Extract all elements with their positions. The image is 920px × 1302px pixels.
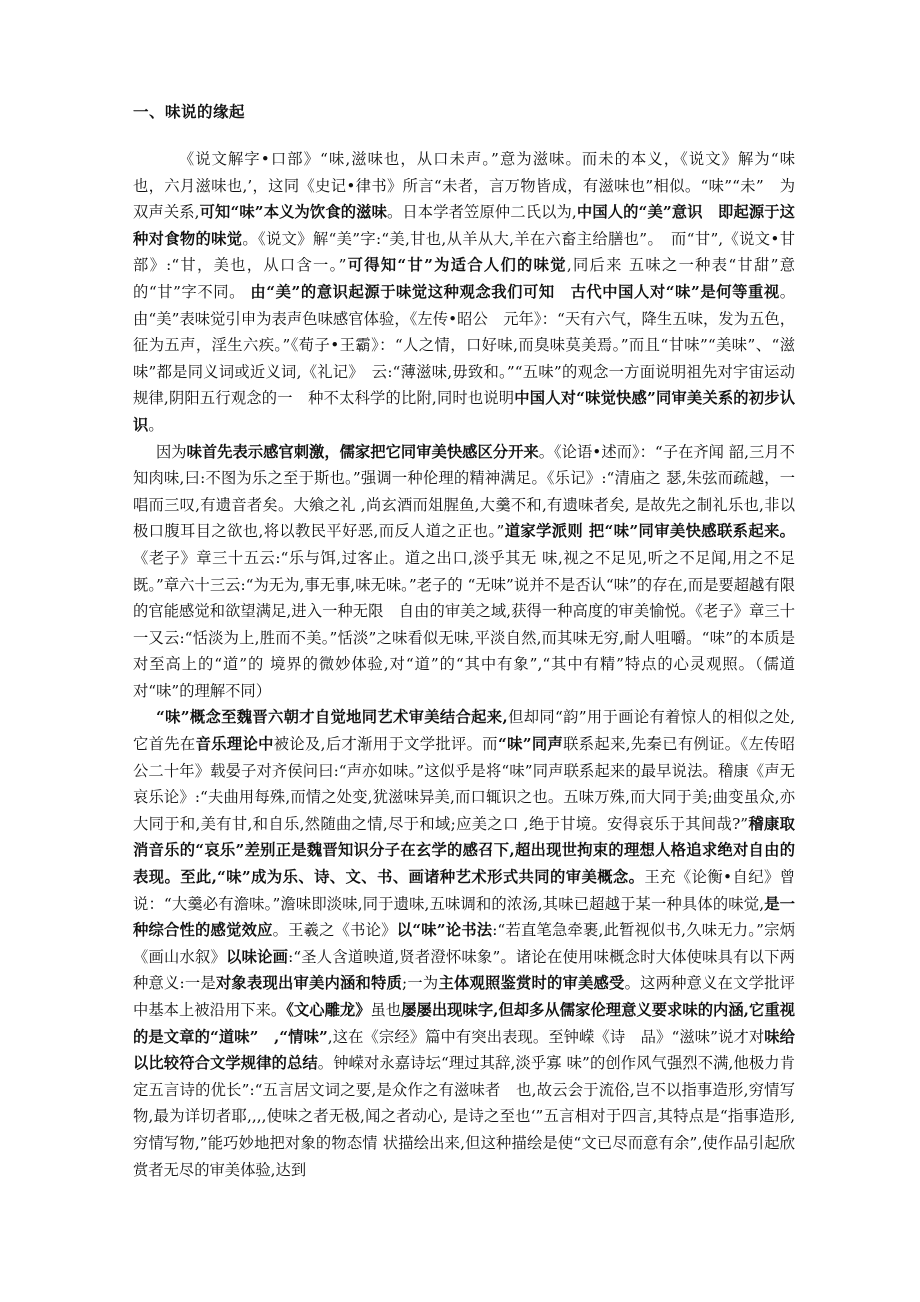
text-run: 因为: [155, 442, 187, 461]
text-run: 被论及,后才渐用于文学批评。而: [273, 735, 498, 754]
text-run: 。日本学者笠原仲二氏以为,: [386, 203, 577, 222]
text-run: 但却同“韵”用于画论有着惊人的相似之处,它首先在: [133, 708, 795, 754]
text-run: 。钟嵘对永嘉诗坛“理过其辞,淡乎寡 味”的创作风气强烈不满,他极力肯定五言诗的优长”:“五言居文词之要,是众作之有滋味者 也,故云会于流俗,岂不以指事造形,穷情写物,最为详切者耶,,,,使味之者无极,闻之者动心, 是诗之至也‘”五言相对于四言,其特点是“指事造形,穷情写物,”能巧妙地把对象的物态情 状描绘出来,但这种描绘是使“文已尽而意有余”,使作品引起欣赏者无尽的审美体验,达到: [133, 1054, 795, 1179]
text-run: 《说文解字•口部》“味,滋味也，从口未声。”意为滋味。而未的本义，《说文》解为“味 也，六月滋味也,’，这同《史记•律书》所言“未者，言万物皆成，有滋味也”相似。“味”“未” 为双声关系,: [133, 150, 826, 222]
section-heading: 一、味说的缘起: [133, 102, 246, 121]
emphasis-text: 道家学派则 把“味”同审美快感联系起来。: [504, 522, 795, 541]
emphasis-text: 《文心雕龙》: [286, 1001, 371, 1019]
text-run: 。: [148, 415, 164, 434]
text-run: 。这两种意义在文学批评中基本上被沿用下来。: [133, 974, 795, 1019]
text-run: 。《论语•述而》：“子在齐闻 韶,三月不知肉味,曰:不图为乐之至于斯也。”强调一种伦理的精神满足。《乐记》:“清庙之 瑟,朱弦而疏越，一唱而三叹,有遗音者矣。大飨之礼 ,尚玄酒而俎腥鱼,大羹不和,有遗味者矣, 是故先之制礼乐也,非以极口腹耳目之欲也,将以教民平好恶,而反人道之正也。”: [133, 442, 795, 541]
document-body: [133, 146, 826, 1183]
text-run: 虽也: [370, 1001, 402, 1019]
emphasis-text: 可得知“甘”为适合人们的味觉: [346, 256, 567, 275]
text-run: :“圣人含道映道,贤者澄怀味象”。诸论在使用味概念时大体使味具有以下两种意义:一是: [133, 947, 795, 993]
text-run: 。王羲之《书论》: [272, 921, 397, 940]
emphasis-text: 以“味”论书法: [396, 921, 493, 940]
emphasis-text: 味给以比较符合文学规律的总结: [133, 1027, 795, 1073]
paragraph-2: [133, 439, 795, 705]
emphasis-text: 味首先表示感官刺激，儒家把它同审美快感区分开来: [186, 442, 539, 461]
emphasis-text: 可知“味”本义为饮食的滋味: [199, 203, 387, 222]
text-run: 。由“美”表味觉引申为表声色味感官体验，《左传•昭公 元年》：“天有六气，降生五味，发为五色，征为五声，淫生六疾。”《荀子•王霸》：“人之情，口好味,而臭味莫美焉。”而且“甘味”“美味”、“滋味”都是同义词或近义词,《礼记》 云:“薄滋味,毋致和。”“五味”的观念一方面说明祖先对宇宙运动规律,阴阳五行观念的一 种不太科学的比附,同时也说明: [133, 282, 795, 408]
text-run: ;一为: [402, 974, 439, 993]
paragraph-3: [133, 704, 795, 1183]
emphasis-text: 是一种综合性的感觉效应: [133, 894, 795, 940]
paragraph-1: [133, 146, 826, 439]
text-run: 。《说文》解“美”字:“美,甘也,从羊从大,羊在六畜主给膳也”。 而“甘”,《说文•甘部》:“甘，美也，从口含一。”: [133, 229, 795, 275]
text-run: ,同后来 五味之一种表“甘甜”意的“甘”字不同。: [133, 256, 795, 301]
emphasis-text: 中国人对“味觉快感”同审美关系的初步认识: [133, 389, 795, 434]
emphasis-text: “味”概念至魏晋六朝才自觉地同艺术审美结合起来,: [155, 708, 508, 727]
emphasis-text: 屡屡出现味字,但却多从儒家伦理意义要求味的内涵,它重视的是文章的“道味” ,“情味”: [133, 1001, 795, 1046]
emphasis-text: 中国人的“美”意识 即起源于这种对食物的味觉: [133, 203, 795, 248]
text-run: 《老子》章三十五云:“乐与饵,过客止。道之出口,淡乎其无 味,视之不足见,听之不足闻,用之不足既。”章六十三云:“为无为,事无事,味无味。”老子的 “无味”说并不是否认“味”的存在,而是要超越有限的官能感觉和欲望满足,进入一种无限 自由的审美之域,获得一种高度的审美愉悦。《老子》章三十一又云:“恬淡为上,胜而不美。”恬淡”之味看似无味,平淡自然,而其味无穷,耐人咀嚼。“味”的本质是对至高上的“道”的 境界的微妙体验,对“道”的“其中有象”,“其中有精”特点的心灵观照。（儒道对“味”的理解不同）: [133, 548, 795, 700]
text-run: ,这在《宗经》篇中有突出表现。至钟嵘《诗 品》“滋味”说才对: [327, 1027, 765, 1046]
emphasis-text: 由“美”的意识起源于味觉这种观念我们可知 古代中国人对“味”是何等重视: [250, 282, 780, 301]
emphasis-text: 音乐理论中: [195, 735, 274, 754]
emphasis-text: 稽康取消音乐的“哀乐”差别正是魏晋知识分子在玄学的感召下,超出现世拘束的理想人格追求绝对自由的表现。至此,“味”成为乐、诗、文、书、画诸种艺术形式共同的审美概念。: [133, 814, 795, 887]
text-run: :“若直笔急牵裹,此暂视似书,久味无力。”宗炳《画山水叙》: [133, 921, 795, 966]
emphasis-text: 对象表现出审美内涵和特质: [215, 974, 403, 993]
emphasis-text: 以味论画: [226, 947, 289, 966]
text-run: 联系起来,先秦已有例证。《左传昭公二十年》载晏子对齐侯问曰:“声亦如味。”这似乎是将“味”同声联系起来的最早说法。稽康《声无哀乐论》:“夫曲用每殊,而情之处变,犹滋味异美,而口辄识之也。五味万殊,而大同于美;曲变虽众,亦大同于和,美有甘,和自乐,然随曲之情,尽于和域;应美之口 ,绝于甘境。安得哀乐于其间哉?”: [133, 735, 795, 833]
emphasis-text: “味”同声: [497, 735, 564, 754]
text-run: 王充《论衡•自纪》曾说：“大羹必有澹味。”澹味即淡味,同于遗味,五味调和的浓汤,其味已超越于某一种具体的味觉,: [133, 868, 795, 913]
emphasis-text: 主体观照鉴赏时的审美感受: [438, 974, 625, 993]
